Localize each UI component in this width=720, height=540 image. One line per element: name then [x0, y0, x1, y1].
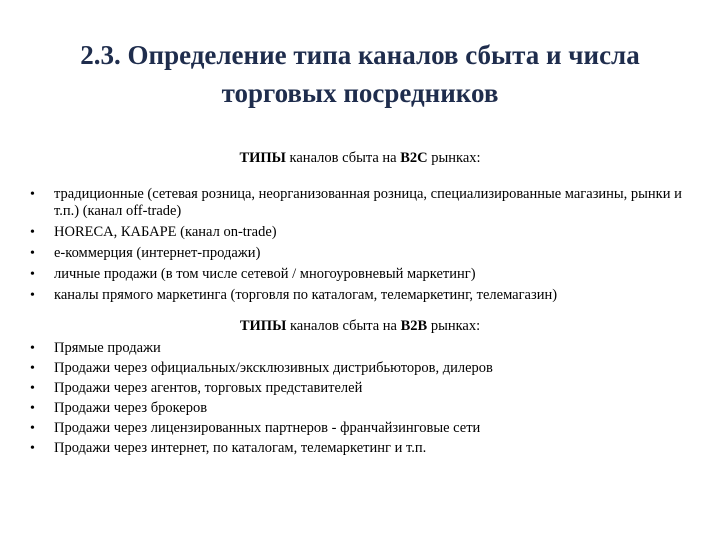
b2b-section-heading: ТИПЫ каналов сбыта на B2B рынках:	[239, 318, 481, 334]
list-item: • Продажи через агентов, торговых представителей	[30, 380, 363, 396]
title-line-2: торговых посредников	[221, 78, 499, 108]
list-item: • каналы прямого маркетинга (торговля по каталогам, телемаркетинг, телемагазин)	[30, 287, 558, 303]
bullet-icon: •	[30, 421, 35, 436]
bullet-icon: •	[30, 246, 35, 261]
bullet-icon: •	[30, 381, 35, 396]
bullet-icon: •	[30, 441, 35, 456]
bullet-icon: •	[30, 401, 35, 416]
bullet-icon: •	[30, 361, 35, 376]
slide-title	[40, 36, 680, 112]
title-line-1: 2.3. Определение типа каналов сбыта и числа	[80, 40, 640, 70]
list-item: • e-коммерция (интернет-продажи)	[30, 245, 261, 261]
list-item: • Продажи через интернет, по каталогам, телемаркетинг и т.п.	[30, 440, 427, 456]
list-item: • традиционные (сетевая розница, неорганизованная розница, специализированные магазины, рынки и т.п.) (канал off-trade)	[30, 186, 682, 219]
list-item: • личные продажи (в том числе сетевой / многоуровневый маркетинг)	[30, 266, 476, 282]
list-item: • Продажи через брокеров	[30, 400, 208, 416]
slide-content	[30, 150, 690, 460]
bullet-icon: •	[30, 341, 35, 356]
list-item: • HORECA, КАБАРЕ (канал on-trade)	[30, 224, 277, 240]
b2c-channel-list	[30, 186, 690, 304]
list-item: • Продажи через лицензированных партнеров - франчайзинговые сети	[30, 420, 481, 436]
b2b-channel-list	[30, 340, 690, 457]
bullet-icon: •	[30, 288, 35, 303]
bullet-icon: •	[30, 187, 35, 202]
list-item: • Продажи через официальных/эксклюзивных дистрибьюторов, дилеров	[30, 360, 493, 376]
b2c-section-heading: ТИПЫ каналов сбыта на B2C рынках:	[239, 150, 481, 166]
list-item: • Прямые продажи	[30, 340, 161, 356]
bullet-icon: •	[30, 267, 35, 282]
bullet-icon: •	[30, 225, 35, 240]
